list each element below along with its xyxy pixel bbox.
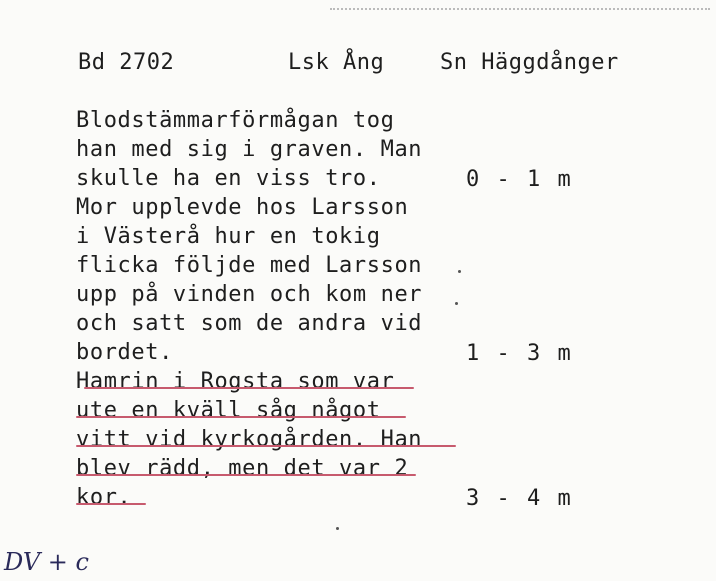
top-edge-dots <box>330 8 710 10</box>
depth-measurement: 0 - 1 m <box>466 167 573 192</box>
text-line: bordet. <box>76 340 173 365</box>
text-line: Hamrin i Rogsta som var <box>76 369 395 394</box>
text-line: i Västerå hur en tokig <box>76 224 381 249</box>
text-line: kor. <box>76 485 132 510</box>
red-underline <box>76 503 146 505</box>
red-underline <box>76 416 406 418</box>
handwritten-note: DV + c <box>4 548 89 576</box>
text-line: blev rädd, men det var 2 <box>76 456 409 481</box>
text-line: ute en kväll såg något <box>76 398 381 423</box>
text-line: upp på vinden och kom ner <box>76 282 423 307</box>
text-line: skulle ha en viss tro. <box>76 166 381 191</box>
archive-code: Bd 2702 <box>78 50 175 75</box>
stray-mark <box>455 302 458 305</box>
parish: Sn Häggdånger <box>440 50 619 75</box>
depth-measurement: 1 - 3 m <box>466 341 573 366</box>
text-line: Blodstämmarförmågan tog <box>76 108 395 133</box>
text-line: och satt som de andra vid <box>76 311 423 336</box>
text-line: flicka följde med Larsson <box>76 253 423 278</box>
text-line: Mor upplevde hos Larsson <box>76 195 409 220</box>
text-line: han med sig i graven. Man <box>76 137 423 162</box>
red-underline <box>84 387 414 389</box>
stray-mark <box>336 527 339 530</box>
stray-mark <box>458 270 461 273</box>
district: Lsk Ång <box>288 50 385 75</box>
red-underline <box>76 445 456 447</box>
text-line: vitt vid kyrkogården. Han <box>76 427 423 452</box>
red-underline <box>76 474 416 476</box>
depth-measurement: 3 - 4 m <box>466 486 573 511</box>
